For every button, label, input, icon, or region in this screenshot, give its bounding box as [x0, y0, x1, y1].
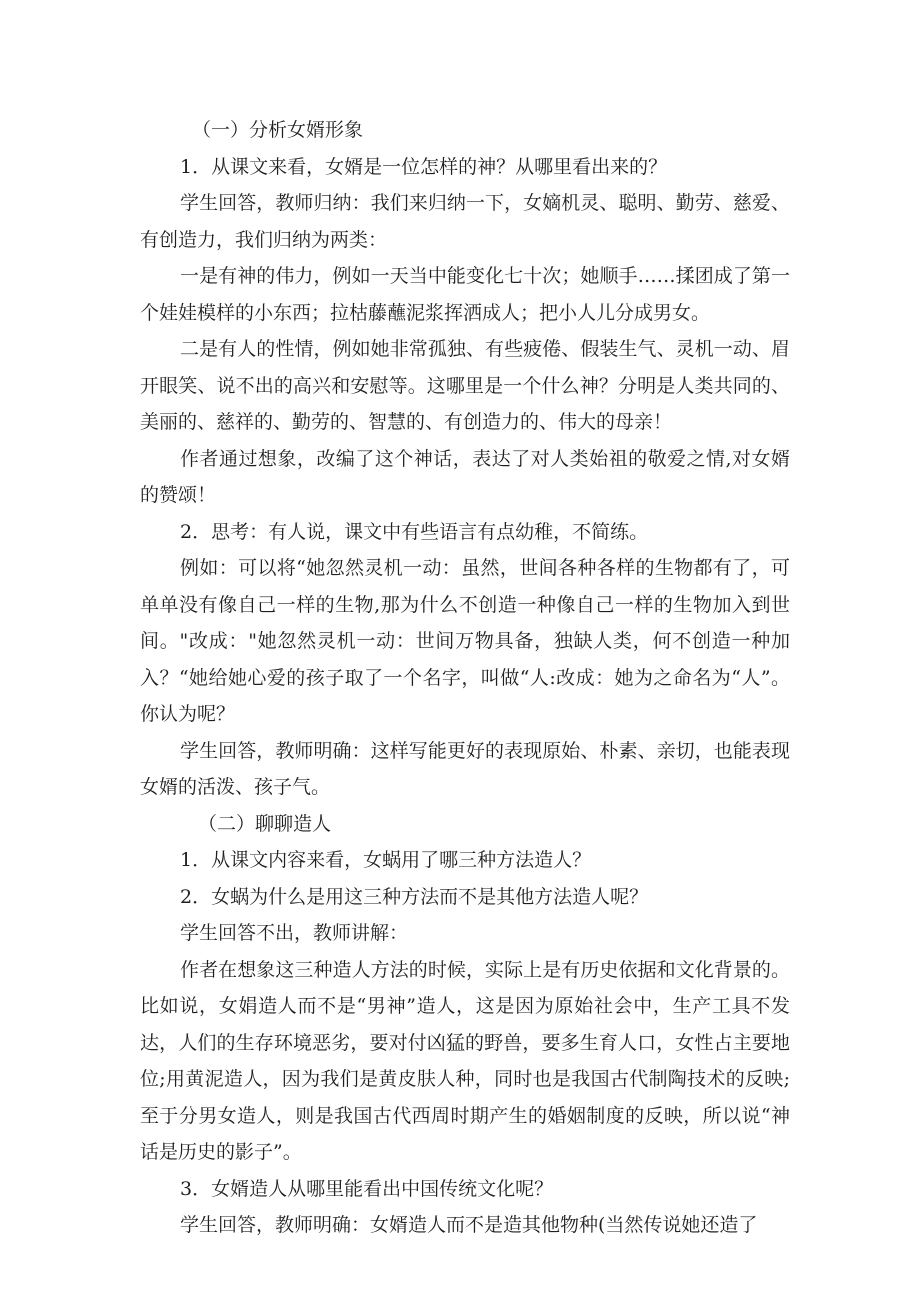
- history-background-paragraph: 作者在想象这三种造人方法的时候，实际上是有历史依据和文化背景的。比如说，女娟造人而不是“男神”造人，这是因为原始社会中，生产工具不发达，人们的生存环境恶劣，要对付凶猛的野兽，要多生育人口，女性占主要地位;用黄泥造人，因为我们是黄皮肤人种，同时也是我国古代制陶技术的反映;至于分男女造人，则是我国古代西周时期产生的婚姻制度的反映，所以说“神话是历史的影子”。: [140, 958, 790, 1163]
- author-intent-paragraph: 作者通过想象，改编了这个神话，表达了对人类始祖的敬爱之情,对女婿的赞颂！: [140, 447, 790, 506]
- divine-power-paragraph: 一是有神的伟力，例如一天当中能变化七十次；她顺手……揉团成了第一个娃娃模样的小东西；拉枯藤蘸泥浆挥洒成人；把小人儿分成男女。: [140, 265, 790, 324]
- teacher-explains-paragraph: 学生回答不出，教师讲解：: [180, 922, 409, 944]
- question-5: 3．女婿造人从哪里能看出中国传统文化呢？: [180, 1177, 554, 1200]
- question-4: 2．女蜗为什么是用这三种方法而不是其他方法造人呢？: [180, 885, 649, 908]
- section-heading-1: （一）分析女婿形象: [192, 119, 364, 141]
- human-nature-paragraph: 二是有人的性情，例如她非常孤独、有些疲倦、假装生气、灵机一动、眉开眼笑、说不出的高兴和安慰等。这哪里是一个什么神？分明是人类共同的、美丽的、慈祥的、勤劳的、智慧的、有创造力的、伟大的母亲！: [140, 338, 790, 433]
- section-heading-2: （二）聊聊造人: [198, 812, 332, 835]
- teacher-clarification-paragraph: 学生回答，教师明确：这样写能更好的表现原始、朴素、亲切，也能表现女婿的活泼、孩子气。: [140, 739, 790, 798]
- question-2: 2．思考：有人说，课文中有些语言有点幼稚，不简练。: [180, 520, 649, 543]
- final-answer-paragraph: 学生回答，教师明确：女婿造人而不是造其他物种(当然传说她还造了: [180, 1214, 758, 1236]
- answer-summary: 学生回答，教师归纳：我们来归纳一下，女嫡机灵、聪明、勤劳、慈爱、有创造力，我们归纳为两类：: [140, 192, 790, 251]
- question-3: 1．从课文内容来看，女蜗用了哪三种方法造人？: [180, 849, 592, 871]
- example-paragraph: 例如：可以将“她忽然灵机一动：虽然，世间各种各样的生物都有了，可单单没有像自己一样的生物,那为什么不创造一种像自己一样的生物加入到世间。"改成："她忽然灵机一动：世间万物具备，独缺人类，何不创造一种加入？“她给她心爱的孩子取了一个名字，叫做“人:改成：她为之命名为“人”。你认为呢？: [140, 557, 790, 725]
- question-1: 1．从课文来看，女婿是一位怎样的神？从哪里看出来的？: [180, 155, 668, 178]
